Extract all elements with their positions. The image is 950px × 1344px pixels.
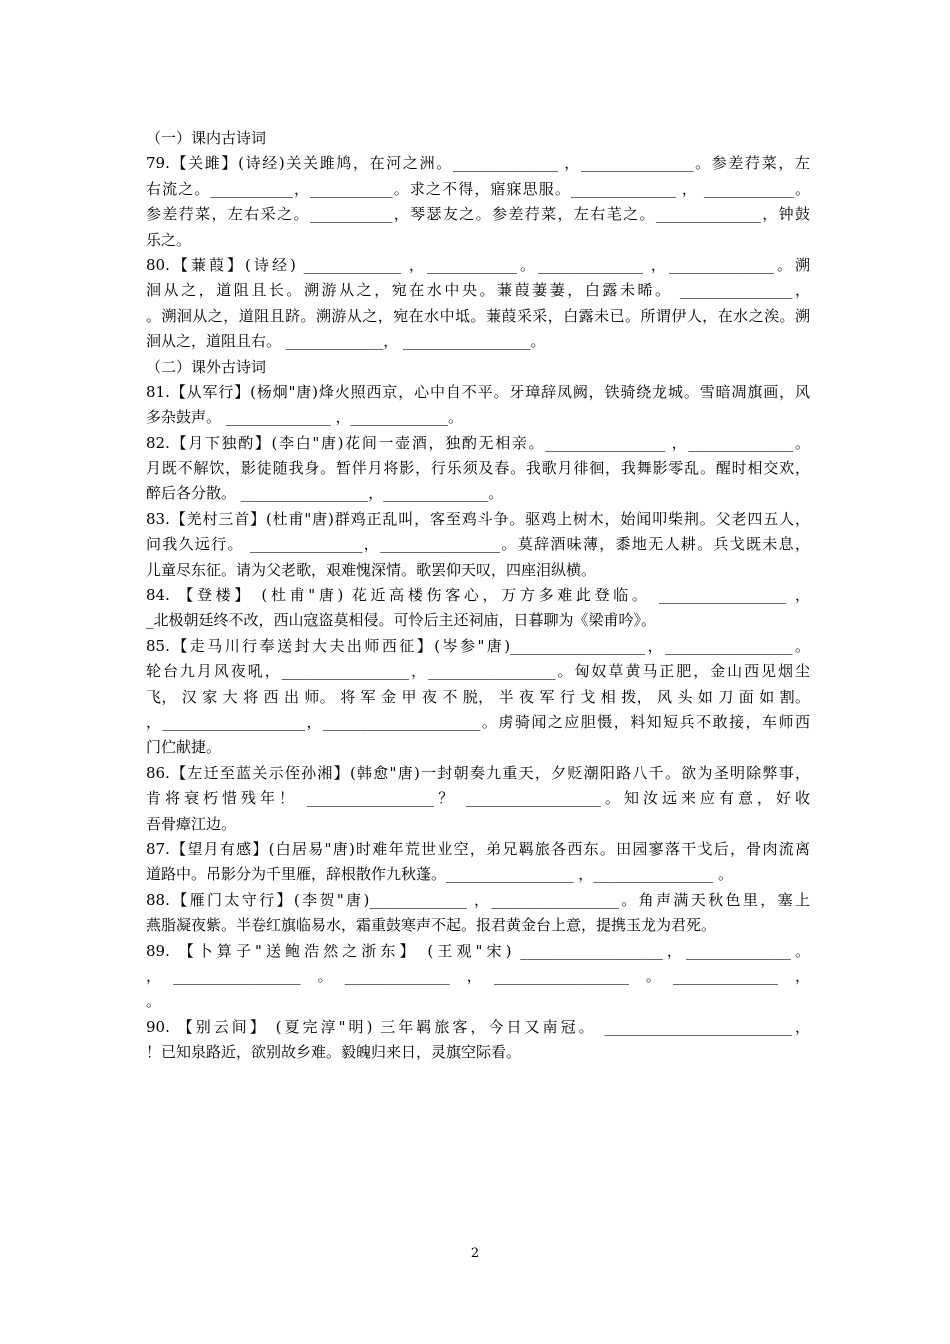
text-line: 儿童尽东征。请为父老歌，艰难愧深情。歌罢仰天叹，四座泪纵横。	[146, 560, 597, 579]
text-line: 燕脂凝夜紫。半卷红旗临易水，霜重鼓寒声不起。报君黄金台上意，提携玉龙为君死。	[146, 916, 717, 935]
text-line: 81.【从军行】(杨炯"唐)烽火照西京，心中自不平。牙璋辞凤阙，铁骑绕龙城。雪暗凋旗画，风	[146, 382, 810, 401]
text-line: 84. 【登楼】 (杜甫"唐) 花近高楼伤客心，万方多难此登临。 _________________ ，	[146, 586, 810, 605]
text-line: 月既不解饮，影徒随我身。暂伴月将影，行乐须及春。我歌月徘徊，我舞影零乱。醒时相交欢，	[146, 459, 810, 478]
text-line: 89. 【卜算子"送鲍浩然之浙东】 (王观"宋) ___________________，______________。	[146, 941, 810, 960]
text-line: 道路中。吊影分为千里雁，辞根散作九秋蓬。_________________ ，________________ 。	[146, 865, 734, 884]
text-line: 88.【雁门太守行】(李贺"唐)_____________ ，_________________。角声满天秋色里，塞上	[146, 890, 810, 909]
text-line: ！已知泉路近，欲别故乡难。毅魄归来日，灵旗空际看。	[146, 1043, 522, 1062]
text-line: 参差荇菜，左右采之。___________，琴瑟友之。参差荇菜，左右芼之。______________，钟鼓	[146, 205, 810, 224]
document-body	[146, 126, 810, 1065]
text-line: 飞， 汉 家 大 将 西 出 师。 将 军 金 甲 夜 不 脱， 半 夜 军 行 戈 相 拨， 风 头 如 刀 面 如 割。	[146, 687, 810, 706]
text-line: ，___________________，_____________________。虏骑闻之应胆慑，料知短兵不敢接，车师西	[146, 712, 810, 731]
text-line: 83.【羌村三首】(杜甫"唐)群鸡正乱叫，客至鸡斗争。驱鸡上树木，始闻叩柴荆。父老四五人，	[146, 509, 810, 528]
text-line: 洄从之，道阻且右。 _____________， _________________。	[146, 332, 546, 351]
text-line: 洄从之，道阻且长。溯游从之，宛在水中央。蒹葭萋萋，白露未晞。 _______________，	[146, 281, 810, 300]
text-line: 多杂鼓声。 ______________ ，_____________。	[146, 408, 464, 427]
text-line: 门伫献捷。	[146, 738, 222, 757]
page-number: 2	[470, 1246, 480, 1261]
text-line: 。溯洄从之，道阻且跻。溯游从之，宛在水中坻。蒹葭采采，白露未已。所谓伊人，在水之涘。溯	[146, 306, 810, 325]
text-line: 吾骨瘴江边。	[146, 814, 237, 833]
text-line: 肯将衰朽惜残年！ _________________？ __________________。知汝远来应有意，好收	[146, 789, 810, 808]
text-line: 醉后各分散。 _________________，______________。	[146, 484, 504, 503]
text-line: ，_________________ 。______________ ，__________________ 。______________ ，	[146, 966, 810, 985]
text-line: _北极朝廷终不改，西山寇盗莫相侵。可怜后主还祠庙，日暮聊为《梁甫吟》。	[146, 611, 657, 630]
text-line: 86.【左迁至蓝关示侄孙湘】(韩愈"唐)一封朝奏九重天，夕贬潮阳路八千。欲为圣明除弊事，	[146, 763, 810, 782]
section-heading-extra: （二）课外古诗词	[146, 357, 267, 376]
text-line: 85.【走马川行奉送封大夫出师西征】(岑参"唐)__________________，_________________。	[146, 636, 810, 655]
text-line: 90. 【别云间】 (夏完淳"明) 三年羁旅客，今日又南冠。 _________________________，	[146, 1017, 810, 1036]
text-line: 问我久远行。 _______________，________________。莫辞酒味薄，黍地无人耕。兵戈既未息，	[146, 535, 810, 554]
text-line: 79.【关雎】(诗经)关关雎鸠，在河之洲。______________ ，_______________。参差荇菜，左	[146, 154, 810, 173]
text-line: 乐之。	[146, 230, 192, 249]
text-line: 。	[146, 992, 162, 1011]
text-line: 82.【月下独酌】(李白"唐)花间一壶酒，独酌无相亲。________________ ，______________。	[146, 433, 810, 452]
text-line: 87.【望月有感】(白居易"唐)时难年荒世业空，弟兄羁旅各西东。田园寥落干戈后，骨肉流离	[146, 839, 810, 858]
text-line: 右流之。___________，___________。求之不得，寤寐思服。______________ ， ____________。	[146, 179, 810, 198]
text-line: 80.【蒹葭】(诗经) _____________ ，____________。______________ ，______________。溯	[146, 255, 810, 274]
section-heading-in-class: （一）课内古诗词	[146, 129, 267, 147]
text-line: 轮台九月风夜吼，_________________，_________________。匈奴草黄马正肥，金山西见烟尘	[146, 662, 810, 681]
